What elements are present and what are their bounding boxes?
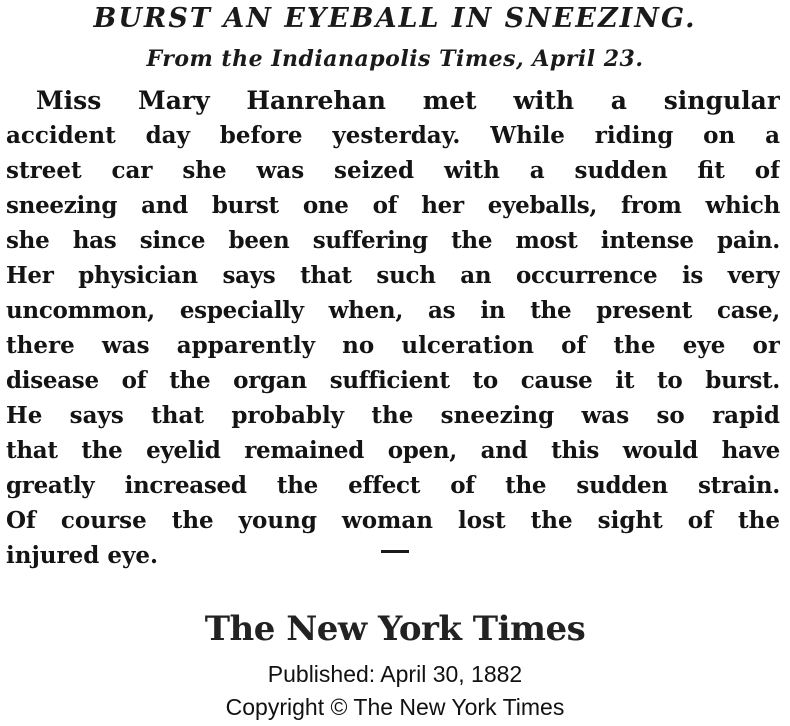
article-line: that the eyelid remained open, and this would have <box>6 437 780 464</box>
copyright-notice: Copyright © The New York Times <box>225 694 565 720</box>
article-line: she has since been suffering the most intense pain. <box>6 227 780 254</box>
article-dateline: From the Indianapolis Times, April 23. <box>146 46 644 72</box>
article-line: Miss Mary Hanrehan met with a singular <box>36 86 780 115</box>
article-line: there was apparently no ulceration of the eye or <box>6 332 780 359</box>
article-line: Of course the young woman lost the sight of the <box>6 507 780 534</box>
article-line: greatly increased the effect of the sudden strain. <box>6 472 780 499</box>
article-line: street car she was seized with a sudden fit of <box>6 157 780 184</box>
article-body <box>6 83 780 573</box>
article-headline: BURST AN EYEBALL IN SNEEZING. <box>93 3 697 34</box>
published-date: Published: April 30, 1882 <box>267 661 523 687</box>
article-line: uncommon, especially when, as in the present case, <box>6 297 780 324</box>
article-line: He says that probably the sneezing was so rapid <box>6 402 780 429</box>
article-line: Her physician says that such an occurrence is very <box>6 262 780 289</box>
article-line: accident day before yesterday. While riding on a <box>6 122 780 149</box>
article-line: injured eye. <box>6 542 158 569</box>
end-of-article-rule <box>381 550 409 553</box>
article-line: sneezing and burst one of her eyeballs, from which <box>6 192 780 219</box>
masthead-logo: The New York Times <box>204 609 586 649</box>
article-line: disease of the organ sufficient to cause it to burst. <box>6 367 780 394</box>
